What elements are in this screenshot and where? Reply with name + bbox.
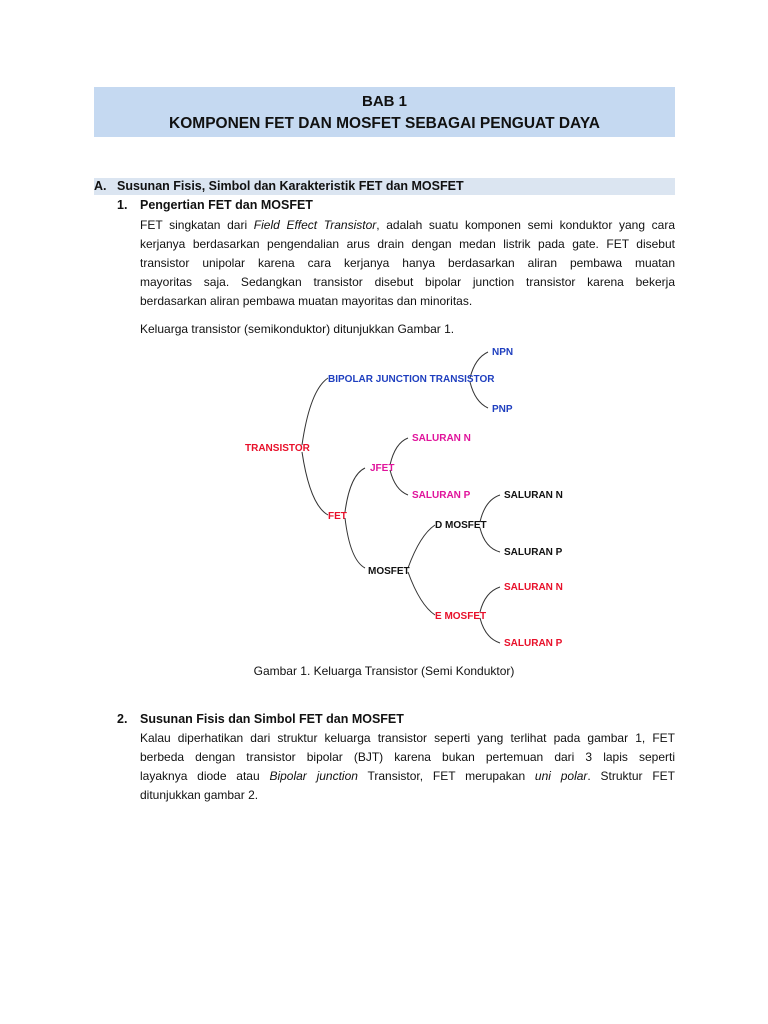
edge-fet-jfet: [345, 468, 365, 512]
node-e-saluran-n: SALURAN N: [504, 582, 563, 593]
paragraph-line: berdasarkan aliran pembawa muatan mayoritas dan minoritas.: [140, 294, 473, 308]
subsection-label: Pengertian FET dan MOSFET: [140, 198, 313, 212]
edge-d-n: [480, 495, 500, 522]
figure-1-caption: Gambar 1. Keluarga Transistor (Semi Konduktor): [253, 664, 515, 678]
paragraph-line: FET singkatan dari Field Effect Transistor, adalah suatu komponen semi konduktor yang cara: [140, 218, 675, 232]
node-e-saluran-p: SALURAN P: [504, 638, 563, 649]
edge-transistor-fet: [302, 452, 328, 515]
paragraph-line: kerjanya berdasarkan pengendalian arus drain dengan medan listrik pada gate. FET disebut: [140, 237, 675, 251]
edge-fet-mosfet: [345, 518, 365, 568]
section-label: Susunan Fisis, Simbol dan Karakteristik FET dan MOSFET: [117, 179, 464, 193]
node-fet: FET: [328, 511, 347, 522]
chapter-title: KOMPONEN FET DAN MOSFET SEBAGAI PENGUAT DAYA: [169, 115, 600, 132]
paragraph-line: berbeda dengan transistor bipolar (BJT) karena bukan pertemuan dari 3 lapis seperti: [140, 750, 675, 764]
node-npn: NPN: [492, 347, 514, 358]
node-jfet-saluran-n: SALURAN N: [412, 433, 471, 444]
subsection-number: 1.: [117, 198, 128, 212]
node-d-mosfet: D MOSFET: [435, 520, 487, 531]
node-transistor: TRANSISTOR: [245, 443, 310, 454]
edge-e-n: [480, 587, 500, 612]
node-jfet: JFET: [370, 463, 395, 474]
chapter-title-box: [94, 87, 675, 137]
edge-bjt-pnp: [470, 382, 488, 408]
edge-d-p: [480, 528, 500, 552]
node-e-mosfet: E MOSFET: [435, 611, 487, 622]
paragraph-line: ditunjukkan gambar 2.: [140, 788, 259, 802]
node-pnp: PNP: [492, 404, 513, 415]
edge-transistor-bjt: [302, 378, 328, 445]
paragraph-line: transistor unipolar karena cara kerjanya hanya berdasarkan aliran pembawa muatan: [140, 256, 675, 270]
section-letter: A.: [94, 179, 107, 193]
node-bipolar-junction-transistor: BIPOLAR JUNCTION TRANSISTOR: [328, 374, 495, 385]
node-jfet-saluran-p: SALURAN P: [412, 490, 471, 501]
transistor-family-diagram: [230, 340, 570, 660]
chapter-number: BAB 1: [361, 93, 407, 110]
node-mosfet: MOSFET: [368, 566, 410, 577]
subsection-2-paragraph: [140, 729, 675, 805]
edge-mosfet-e: [408, 572, 435, 615]
node-d-saluran-p: SALURAN P: [504, 547, 563, 558]
paragraph-line: Kalau diperhatikan dari struktur keluarga transistor seperti yang terlihat pada gambar 1, FET: [140, 731, 675, 745]
subsection-1-paragraph: [140, 216, 675, 311]
edge-mosfet-d: [408, 525, 435, 568]
paragraph-line: layaknya diode atau Bipolar junction Transistor, FET merupakan uni polar. Struktur FET: [140, 769, 675, 783]
node-d-saluran-n: SALURAN N: [504, 490, 563, 501]
section-a-heading: [94, 178, 675, 195]
paragraph-line: mayoritas saja. Sedangkan transistor disebut bipolar junction transistor karena bekerja: [140, 275, 675, 289]
subsection-number: 2.: [117, 712, 128, 726]
edge-jfet-n: [390, 438, 408, 465]
figure-intro-text: Keluarga transistor (semikonduktor) ditunjukkan Gambar 1.: [140, 322, 455, 336]
subsection-label: Susunan Fisis dan Simbol FET dan MOSFET: [140, 712, 404, 726]
